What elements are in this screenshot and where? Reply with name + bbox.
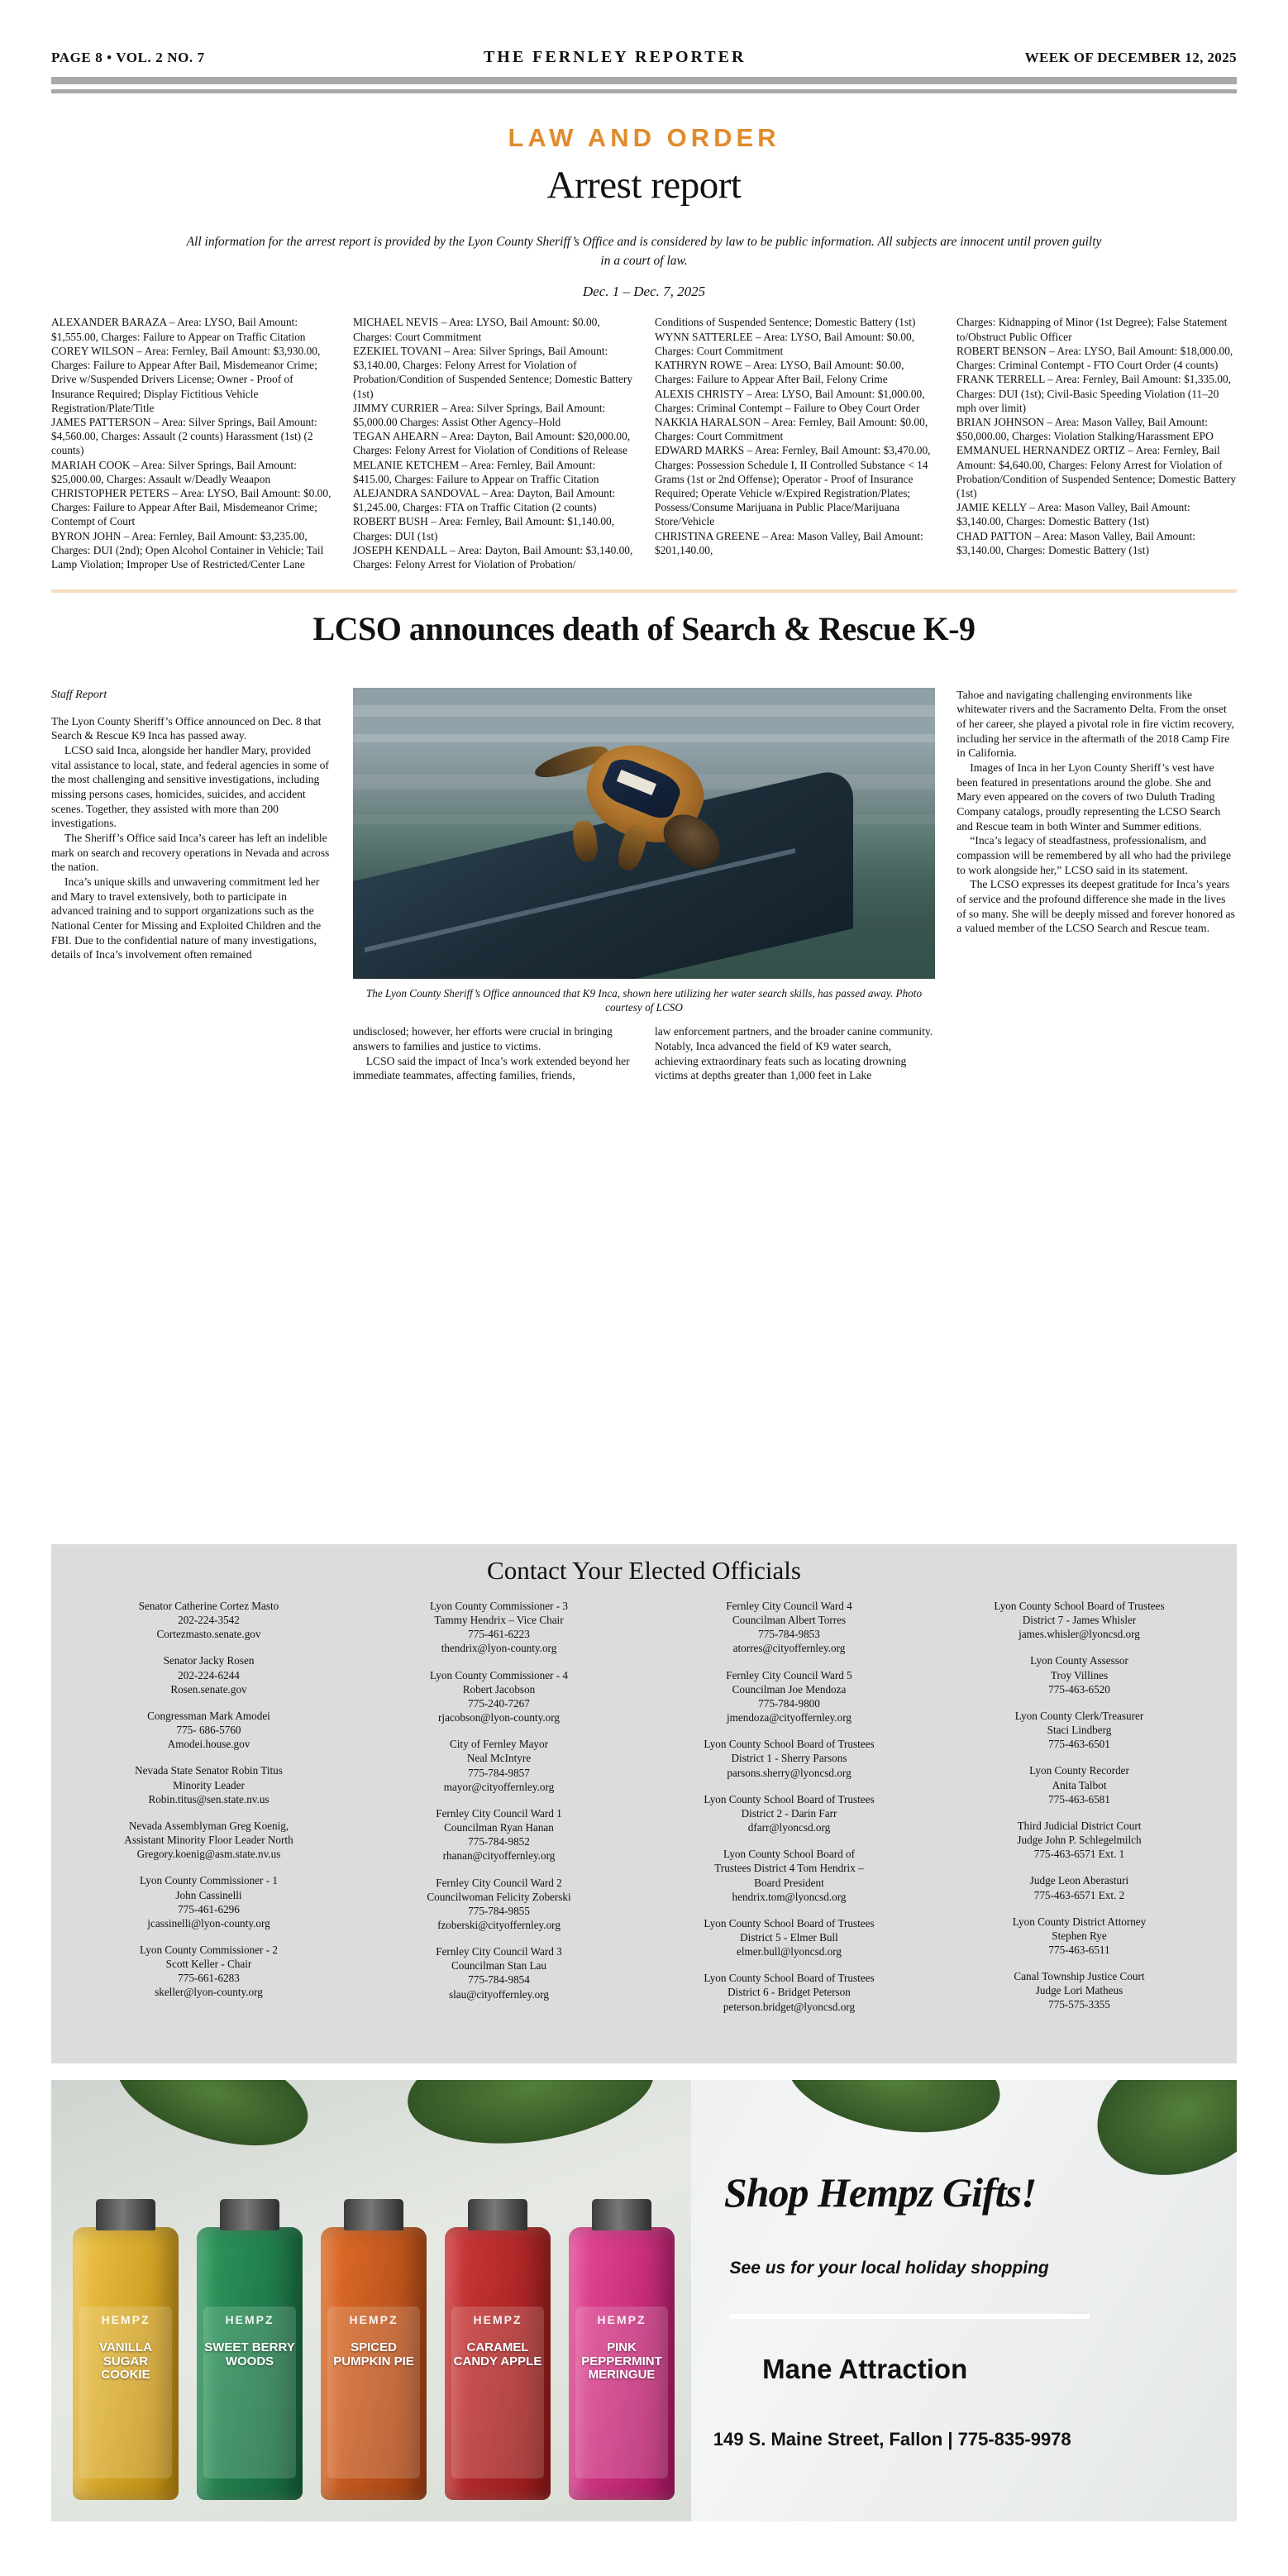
k9-story-paragraph: Tahoe and navigating challenging environments like whitewater rivers and the Sacramento Delta. From the onset of her career, she played a pivotal role in fire victim recovery, including her service in the aftermath of the 2018 Camp Fire in California. [956, 688, 1234, 760]
arrest-entry [51, 415, 332, 458]
official-contact-line[interactable]: Amodei.house.gov [167, 1738, 250, 1751]
k9-inca-photo [353, 688, 936, 979]
bottle-cap [468, 2199, 527, 2230]
bottle-label [79, 2306, 172, 2478]
arrest-entry-name: ALEJANDRA SANDOVAL [353, 487, 479, 500]
official-contact-block [69, 1943, 348, 2000]
official-contact-line: Lyon County Recorder [1029, 1764, 1129, 1777]
official-contact-block [69, 1709, 348, 1751]
bottle-cap [592, 2199, 651, 2230]
official-contact-line: Lyon County District Attorney [1012, 1915, 1147, 1928]
official-contact-line[interactable]: Cortezmasto.senate.gov [156, 1628, 261, 1641]
official-contact-line: City of Fernley Mayor [449, 1738, 549, 1751]
arrest-entry [51, 458, 332, 486]
official-contact-line[interactable]: 202-224-6244 [178, 1668, 240, 1682]
official-contact-line: Lyon County School Board of [723, 1848, 855, 1861]
official-contact-line[interactable]: 775-240-7267 [468, 1696, 530, 1710]
official-contact-line: Lyon County Commissioner - 3 [429, 1600, 569, 1612]
elected-officials-column-1 [69, 1599, 348, 2026]
official-contact-line: Lyon County School Board of Trustees [704, 1916, 875, 1930]
arrest-entry-detail: – Area: Fernley, Bail Amount: $3,930.00, Charges: Failure to Appear After Bail, Misdemeanor Crime; Drive w/Suspended Drivers License; Owner - Proof of Insurance Required; Display Fictitious Vehicle Registration/Plate/Title [51, 344, 321, 414]
k9-photo-block [353, 688, 936, 1084]
arrest-entry-name: FRANK TERRELL [956, 373, 1045, 386]
arrest-entry-detail: – Area: Mason Valley, Bail Amount: $50,000.00, Charges: Violation Stalking/Harassment EPO [956, 415, 1214, 443]
hempz-product-bottle [445, 2227, 551, 2500]
arrest-entry [353, 315, 633, 343]
official-contact-line: Lyon County School Board of Trustees [704, 1972, 875, 1985]
arrest-entry [353, 514, 633, 542]
official-contact-line: John Cassinelli [175, 1888, 242, 1901]
arrest-entry-detail: – Area: Fernley, Bail Amount: $1,140.00, Charges: DUI (1st) [353, 515, 615, 542]
arrest-entry-name: ROBERT BUSH [353, 515, 428, 528]
arrest-entry-name: MELANIE KETCHEM [353, 458, 460, 471]
arrest-entry-detail: – Area: Dayton, Bail Amount: $3,140.00, Charges: Felony Arrest for Violation of Probation/ [353, 543, 633, 571]
official-contact-line: Tammy Hendrix – Vice Chair [434, 1614, 564, 1627]
official-contact-line[interactable]: Rosen.senate.gov [170, 1682, 247, 1696]
arrest-entry-name: JOSEPH KENDALL [353, 543, 447, 556]
official-contact-line: Councilwoman Felicity Zoberski [427, 1890, 571, 1903]
elected-officials-column-2 [360, 1599, 638, 2026]
official-contact-line: Fernley City Council Ward 4 [726, 1600, 852, 1612]
k9-story-paragraph: LCSO said the impact of Inca’s work extended beyond her immediate teammates, affecting families, friends, [352, 1054, 630, 1082]
official-contact-block [940, 1653, 1219, 1696]
official-contact-line[interactable]: 775-784-9852 [468, 1835, 530, 1849]
arrest-entry-name: KATHRYN ROWE [655, 359, 743, 372]
arrest-entry-detail: – Area: LYSO, Bail Amount: $0.00, Charges: Court Commitment [655, 330, 915, 357]
official-contact-line[interactable]: skeller@lyon-county.org [155, 1986, 263, 1999]
arrest-entry-detail: – Area: Silver Springs, Bail Amount: $4,560.00, Charges: Assault (2 counts) Harassment (1st) (2 counts) [51, 415, 317, 457]
k9-story-column-2 [353, 1024, 633, 1083]
bottle-cap [344, 2199, 403, 2230]
official-contact-line: Judge Lori Matheus [1035, 1984, 1123, 1997]
arrest-entry-detail: – Area: Mason Valley, Bail Amount: $3,140.00, Charges: Domestic Battery (1st) [956, 501, 1190, 528]
official-contact-block [69, 1873, 348, 1930]
arrest-entry [655, 315, 935, 329]
arrest-entry [51, 486, 332, 529]
ad-divider [730, 2314, 1090, 2319]
official-contact-line: Trustees District 4 Tom Hendrix – [714, 1862, 864, 1875]
arrest-entry-name: JAMIE KELLY [956, 501, 1027, 514]
official-contact-line[interactable]: 775-461-6296 [178, 1902, 240, 1915]
arrest-entry-name: MARIAH COOK [51, 458, 131, 471]
k9-story-paragraph: LCSO said Inca, alongside her handler Mary, provided vital assistance to local, state, and federal agencies in some of the most challenging and sensitive investigations, including missing persons cases, homicides, suicides, and accident scenes. Together, they assisted with more than 200 investigations. [51, 744, 329, 830]
official-contact-block [360, 1737, 638, 1794]
arrest-entry [655, 358, 935, 386]
arrest-entry [353, 344, 633, 401]
official-contact-line[interactable]: 775-463-6501 [1048, 1738, 1110, 1751]
bottle-flavor-text: CARAMEL CANDY APPLE [453, 2340, 542, 2368]
official-contact-block [650, 1737, 928, 1779]
arrest-entry-detail: – Area: LYSO, Bail Amount: $18,000.00, Charges: Criminal Contempt - FTO Court Order (4 counts) [956, 344, 1233, 372]
arrest-entry-name: ALEXIS CHRISTY [655, 387, 744, 400]
official-contact-line[interactable]: thendrix@lyon-county.org [441, 1642, 557, 1655]
official-contact-block [69, 1819, 348, 1861]
official-contact-line[interactable]: 775-463-6581 [1048, 1792, 1110, 1806]
official-contact-line: Lyon County School Board of Trustees [994, 1600, 1165, 1612]
official-contact-line: District 2 - Darin Farr [741, 1806, 837, 1820]
ad-subhead: See us for your local holiday shopping [729, 2259, 1049, 2278]
official-contact-line: Lyon County Commissioner - 1 [139, 1874, 279, 1887]
arrest-report-headline: Arrest report [546, 164, 742, 207]
official-contact-line[interactable]: 775-463-6520 [1048, 1682, 1110, 1696]
official-contact-line[interactable]: 775-784-9854 [468, 1973, 530, 1987]
official-contact-line: Canal Township Justice Court [1014, 1970, 1145, 1983]
bottle-flavor-text: VANILLA SUGAR COOKIE [99, 2340, 152, 2382]
official-contact-line: Judge Leon Aberasturi [1029, 1874, 1129, 1887]
bottle-cap [220, 2199, 279, 2230]
official-contact-line: Staci Lindberg [1047, 1724, 1112, 1737]
ad-product-photo [51, 2080, 691, 2521]
arrest-report-column-1 [51, 315, 332, 571]
official-contact-line[interactable]: parsons.sherry@lyoncsd.org [727, 1766, 852, 1779]
official-contact-line[interactable]: slau@cityoffernley.org [448, 1987, 550, 2001]
arrest-entry-detail: Charges: Kidnapping of Minor (1st Degree); False Statement to/Obstruct Public Officer [956, 316, 1228, 343]
official-contact-line: Lyon County Commissioner - 2 [139, 1943, 279, 1956]
official-contact-line[interactable]: jmendoza@cityoffernley.org [726, 1711, 852, 1724]
official-contact-line[interactable]: dfarr@lyoncsd.org [747, 1821, 831, 1834]
official-contact-block [360, 1668, 638, 1725]
arrest-entry-name: MICHAEL NEVIS [353, 316, 439, 329]
arrest-entry-name: BYRON JOHN [51, 529, 122, 542]
official-contact-block [69, 1599, 348, 1641]
arrest-entry [655, 415, 935, 443]
official-contact-line: Lyon County School Board of Trustees [704, 1792, 875, 1806]
official-contact-line[interactable]: 775-784-9853 [758, 1628, 820, 1641]
elected-officials-column-3 [650, 1599, 928, 2026]
k9-story-headline: LCSO announces death of Search & Rescue K-9 [312, 610, 976, 648]
official-contact-line[interactable]: 202-224-3542 [178, 1614, 240, 1627]
bottle-label [327, 2306, 420, 2478]
hempz-product-bottle [321, 2227, 427, 2500]
section-kicker: LAW AND ORDER [508, 123, 780, 152]
arrest-entry [956, 500, 1237, 528]
arrest-entry [655, 443, 935, 528]
official-contact-line[interactable]: Gregory.koenig@asm.state.nv.us [136, 1848, 281, 1861]
official-contact-line: Robert Jacobson [462, 1682, 536, 1696]
arrest-entry [51, 344, 332, 415]
arrest-entry [655, 529, 935, 557]
official-contact-block [650, 1599, 928, 1656]
arrest-entry-detail: – Area: Fernley, Bail Amount: $3,235.00, Charges: DUI (2nd); Open Alcohol Container in Vehicle; Tail Lamp Violation; Improper Use of Restricted/Center Lane [51, 529, 324, 571]
arrest-entry [956, 372, 1237, 415]
bottle-flavor-text: PINK PEPPERMINT MERINGUE [581, 2340, 662, 2382]
arrest-entry-name: CHRISTOPHER PETERS [51, 487, 169, 500]
official-contact-line: Lyon County School Board of Trustees [704, 1738, 875, 1751]
arrest-entry-detail: – Area: LYSO, Bail Amount: $0.00, Charges: Failure to Appear After Bail, Misdemeanor Crime; Contempt of Court [51, 487, 332, 528]
k9-story-byline: Staff Report [51, 688, 107, 701]
official-contact-line[interactable]: jcassinelli@lyon-county.org [147, 1916, 270, 1930]
arrest-entry-name: JAMES PATTERSON [51, 415, 151, 428]
arrest-entry [956, 415, 1237, 443]
official-contact-line: Anita Talbot [1052, 1778, 1107, 1791]
bottle-brand-text: HEMPZ [597, 2313, 646, 2326]
arrest-entry [956, 443, 1237, 500]
arrest-entry [51, 315, 332, 343]
arrest-entry-name: ROBERT BENSON [956, 344, 1047, 357]
official-contact-line: Senator Jacky Rosen [163, 1654, 255, 1667]
official-contact-line[interactable]: hendrix.tom@lyoncsd.org [732, 1890, 847, 1903]
official-contact-line[interactable]: 775-575-3355 [1048, 1998, 1110, 2011]
arrest-entry-detail: – Area: Mason Valley, Bail Amount: $201,140.00, [655, 529, 923, 556]
arrest-entry-name: JIMMY CURRIER [353, 401, 440, 414]
official-contact-line: Nevada Assemblyman Greg Koenig, [128, 1819, 289, 1832]
k9-story-column-3 [655, 1024, 935, 1083]
official-contact-block [360, 1599, 638, 1656]
arrest-entry [353, 401, 633, 429]
folio-page-volume: PAGE 8 • VOL. 2 NO. 7 [51, 50, 205, 65]
arrest-entry-detail: – Area: Fernley, Bail Amount: $415.00, Charges: Failure to Appear on Traffic Citation [353, 458, 599, 485]
elected-officials-title: Contact Your Elected Officials [487, 1556, 801, 1585]
official-contact-line[interactable]: 775-784-9800 [758, 1696, 820, 1710]
arrest-report-date-range: Dec. 1 – Dec. 7, 2025 [582, 284, 706, 300]
arrest-entry [655, 387, 935, 415]
arrest-entry [956, 315, 1237, 343]
arrest-report-deck: All information for the arrest report is provided by the Lyon County Sheriff’s Office and is considered by law to be public information. All subjects are innocent until proven guilty in a court of law. [186, 235, 1102, 268]
official-contact-block [940, 1969, 1219, 2011]
official-contact-line[interactable]: 775-461-6223 [468, 1628, 530, 1641]
hempz-product-bottle [569, 2227, 675, 2500]
official-contact-line: Lyon County Assessor [1030, 1654, 1128, 1667]
arrest-entry-detail: Conditions of Suspended Sentence; Domestic Battery (1st) [655, 316, 916, 329]
official-contact-line: Assistant Minority Floor Leader North [124, 1834, 293, 1847]
elected-officials-columns [51, 1586, 1237, 2026]
bottle-flavor-text: SPICED PUMPKIN PIE [333, 2340, 414, 2368]
official-contact-line: Fernley City Council Ward 5 [726, 1668, 852, 1682]
official-contact-block [360, 1806, 638, 1863]
hempz-product-bottle [197, 2227, 303, 2500]
arrest-entry-name: NAKKIA HARALSON [655, 415, 761, 428]
official-contact-line: Stephen Rye [1052, 1929, 1107, 1942]
k9-story-paragraph: law enforcement partners, and the broader canine community. Notably, Inca advanced the field of K9 water search, achieving extraordinary feats such as locating drowning victims at depths greater than 1,000 feet in Lake [655, 1025, 933, 1082]
header-rule-thin [51, 89, 1237, 93]
official-contact-block [940, 1709, 1219, 1751]
arrest-entry-detail: – Area: Silver Springs, Bail Amount: $25,000.00, Charges: Assault w/Deadly Weaapon [51, 458, 297, 485]
official-contact-line: Fernley City Council Ward 3 [436, 1945, 562, 1958]
arrest-entry [353, 543, 633, 571]
arrest-entry [353, 458, 633, 486]
arrest-entry [655, 330, 935, 358]
k9-story-column-1 [51, 688, 332, 963]
official-contact-line: District 1 - Sherry Parsons [731, 1752, 847, 1765]
arrest-entry [51, 529, 332, 572]
arrest-entry-detail: – Area: LYSO, Bail Amount: $1,555.00, Charges: Failure to Appear on Traffic Citation [51, 316, 306, 343]
official-contact-line: Councilman Albert Torres [732, 1614, 847, 1627]
official-contact-line[interactable]: 775-661-6283 [178, 1972, 240, 1985]
official-contact-line[interactable]: elmer.bull@lyoncsd.org [737, 1945, 842, 1958]
arrest-entry-detail: – Area: LYSO, Bail Amount: $1,000.00, Charges: Criminal Contempt – Failure to Obey Court Order [655, 387, 925, 414]
arrest-entry [956, 529, 1237, 557]
official-contact-line: Troy Villines [1050, 1668, 1109, 1682]
k9-story-paragraph: The LCSO expresses its deepest gratitude for Inca’s years of service and the profound difference she made in the lives of so many. She will be deeply missed and forever honored as a valued member of the LCSO Search and Rescue team. [956, 878, 1235, 935]
arrest-entry-detail: – Area: Silver Springs, Bail Amount: $3,140.00, Charges: Felony Arrest for Violation of Probation/Condition of Suspended Sentence; Domestic Battery (1st) [353, 344, 633, 400]
official-contact-line: Board President [754, 1876, 824, 1889]
arrest-entry-detail: – Area: Dayton, Bail Amount: $1,245.00, Charges: FTA on Traffic Citation (2 counts) [353, 487, 616, 514]
arrest-entry-name: EMMANUEL HERNANDEZ ORTIZ [956, 444, 1125, 457]
official-contact-line[interactable]: atorres@cityoffernley.org [732, 1642, 846, 1655]
hempz-product-bottle [73, 2227, 179, 2500]
bottle-label [203, 2306, 296, 2478]
ad-business-name: Mane Attraction [762, 2354, 968, 2385]
bottle-cap [96, 2199, 155, 2230]
official-contact-line: Nevada State Senator Robin Titus [135, 1764, 283, 1777]
k9-story-paragraph: Inca’s unique skills and unwavering commitment led her and Mary to travel extensively, both to participate in advanced training and to support organizations such as the National Center for Missing and Exploited Children and the FBI. Due to the confidential nature of many investigations, details of Inca’s involvement often remained [51, 875, 322, 961]
elected-officials-column-4 [940, 1599, 1219, 2026]
k9-story-paragraph: The Lyon County Sheriff’s Office announced on Dec. 8 that Search & Rescue K9 Inca has passed away. [51, 714, 322, 742]
ad-headline: Shop Hempz Gifts! [723, 2168, 1037, 2216]
official-contact-block [650, 1916, 928, 1958]
official-contact-block [940, 1915, 1219, 1957]
arrest-entry-detail: – Area: Silver Springs, Bail Amount: $5,000.00 Charges: Assist Other Agency–Hold [353, 401, 606, 428]
arrest-entry-name: TEGAN AHEARN [353, 430, 439, 443]
arrest-entry [353, 486, 633, 514]
official-contact-line[interactable]: 775-784-9855 [468, 1904, 530, 1917]
arrest-entry-name: WYNN SATTERLEE [655, 330, 753, 343]
official-contact-block [360, 1944, 638, 2001]
bottle-brand-text: HEMPZ [473, 2313, 522, 2326]
arrest-entry [353, 429, 633, 457]
official-contact-line: Judge John P. Schlegelmilch [1017, 1834, 1142, 1847]
page-folio [0, 0, 1288, 67]
k9-story-paragraph: “Inca’s legacy of steadfastness, professionalism, and compassion will be remembered by all who had the privilege to work alongside her,” LCSO said in its statement. [956, 834, 1232, 876]
arrest-entry-detail: – Area: Fernley, Bail Amount: $0.00, Charges: Court Commitment [655, 415, 928, 443]
official-contact-block [360, 1876, 638, 1933]
official-contact-line: Councilman Ryan Hanan [444, 1821, 554, 1834]
official-contact-block [69, 1653, 348, 1696]
official-contact-block [650, 1668, 928, 1725]
bottle-flavor-text: SWEET BERRY WOODS [204, 2340, 295, 2368]
official-contact-line: Councilman Joe Mendoza [732, 1682, 847, 1696]
official-contact-line[interactable]: rhanan@cityoffernley.org [442, 1849, 556, 1863]
bottle-brand-text: HEMPZ [349, 2313, 398, 2326]
arrest-report-column-4 [956, 315, 1237, 557]
official-contact-line: Senator Catherine Cortez Masto [138, 1600, 279, 1612]
official-contact-block [650, 1847, 928, 1904]
official-contact-line: Fernley City Council Ward 2 [436, 1876, 562, 1889]
official-contact-line: District 5 - Elmer Bull [740, 1930, 838, 1944]
k9-story-paragraph: Images of Inca in her Lyon County Sheriff’s vest have been featured in presentations around the globe. She and Mary even appeared on the covers of two Duluth Trading Company catalogs, proudly representing the LCSO Search and Rescue team in both Winter and Summer editions. [956, 761, 1221, 832]
official-contact-line: Third Judicial District Court [1017, 1819, 1142, 1832]
story-divider-rule [51, 589, 1237, 593]
ad-address-phone: 149 S. Maine Street, Fallon | 775-835-9978 [713, 2428, 1071, 2450]
arrest-report-column-3 [655, 315, 935, 557]
official-contact-line: Lyon County Clerk/Treasurer [1014, 1709, 1144, 1722]
official-contact-line[interactable]: peterson.bridget@lyoncsd.org [723, 2000, 856, 2013]
official-contact-line: Congressman Mark Amodei [147, 1709, 270, 1722]
k9-story-column-4 [956, 688, 1237, 936]
arrest-entry-name: CHRISTINA GREENE [655, 529, 760, 542]
official-contact-line[interactable]: james.whisler@lyoncsd.org [1018, 1628, 1140, 1641]
folio-issue-date: WEEK OF DECEMBER 12, 2025 [1024, 50, 1237, 65]
official-contact-line[interactable]: rjacobson@lyon-county.org [438, 1711, 560, 1724]
official-contact-line: Fernley City Council Ward 1 [436, 1806, 562, 1820]
bottle-brand-text: HEMPZ [101, 2313, 150, 2326]
official-contact-line: Scott Keller - Chair [165, 1958, 252, 1971]
official-contact-line[interactable]: fzoberski@cityoffernley.org [437, 1918, 561, 1931]
official-contact-block [650, 1971, 928, 2013]
official-contact-line: Lyon County Commissioner - 4 [429, 1668, 569, 1682]
official-contact-block [940, 1819, 1219, 1861]
arrest-report-column-2 [353, 315, 633, 571]
k9-story-body [0, 676, 1288, 1084]
bottle-label [451, 2306, 544, 2478]
arrest-entry-name: CHAD PATTON [956, 529, 1033, 542]
official-contact-line: District 7 - James Whisler [1022, 1614, 1137, 1627]
bottle-brand-text: HEMPZ [225, 2313, 274, 2326]
official-contact-line[interactable]: 775-463-6511 [1048, 1943, 1110, 1956]
arrest-entry-detail: – Area: Fernley, Bail Amount: $4,640.00, Charges: Felony Arrest for Violation of Probation/Condition of Suspended Sentence; Domestic Battery (1st) [956, 444, 1237, 500]
official-contact-block [69, 1763, 348, 1806]
arrest-entry-name: ALEXANDER BARAZA [51, 316, 167, 329]
newspaper-masthead-title: THE FERNLEY REPORTER [483, 48, 747, 66]
official-contact-block [940, 1763, 1219, 1806]
arrest-entry-detail: – Area: Fernley, Bail Amount: $1,335.00, Charges: DUI (1st); Civil-Basic Speeding Violation (11–20 mph over limit) [956, 373, 1232, 414]
arrest-entry-name: EZEKIEL TOVANI [353, 344, 441, 357]
arrest-entry-name: COREY WILSON [51, 344, 135, 357]
k9-photo-caption: The Lyon County Sheriff’s Office announced that K9 Inca, shown here utilizing her water search skills, has passed away. Photo courtesy of LCSO [365, 986, 923, 1014]
official-contact-line[interactable]: 775-463-6571 Ext. 1 [1033, 1848, 1125, 1861]
arrest-entry-detail: – Area: LYSO, Bail Amount: $0.00, Charges: Failure to Appear After Bail, Felony Crime [655, 359, 904, 386]
official-contact-line: Minority Leader [173, 1778, 245, 1791]
official-contact-line: Councilman Stan Lau [451, 1959, 546, 1973]
header-rule-thick [51, 77, 1237, 84]
official-contact-line[interactable]: mayor@cityoffernley.org [443, 1780, 555, 1793]
k9-story-subcolumns [353, 1024, 936, 1083]
arrest-entry [956, 344, 1237, 372]
official-contact-block [650, 1792, 928, 1834]
official-contact-line[interactable]: 775-463-6571 Ext. 2 [1033, 1888, 1125, 1901]
hempz-advertisement[interactable] [51, 2080, 1237, 2521]
official-contact-block [940, 1873, 1219, 1901]
arrest-entry-detail: – Area: LYSO, Bail Amount: $0.00, Charges: Court Commitment [353, 316, 600, 343]
ad-text-block [691, 2080, 1237, 2521]
arrest-entry-name: EDWARD MARKS [655, 444, 745, 457]
arrest-entry-detail: – Area: Fernley, Bail Amount: $3,470.00, Charges: Possession Schedule I, II Controlled Substance < 14 Grams (1st or 2nd Offense); Operator - Proof of Insurance Required; Operate Vehicle w/Expired Registration/Plates; Possess/Consume Marijuana in Public Place/Marijuana Store/Vehicle [655, 444, 931, 528]
arrest-entry-name: BRIAN JOHNSON [956, 415, 1045, 428]
arrest-entry-detail: – Area: Dayton, Bail Amount: $20,000.00, Charges: Felony Arrest for Violation of Conditions of Release [353, 430, 631, 457]
official-contact-line: District 6 - Bridget Peterson [727, 1986, 851, 1999]
k9-story-paragraph: The Sheriff’s Office said Inca’s career has left an indelible mark on search and recovery operations in Nevada and across the nation. [51, 832, 330, 874]
official-contact-line[interactable]: 775- 686-5760 [176, 1724, 241, 1737]
official-contact-line: Neal McIntyre [466, 1752, 532, 1765]
arrest-report-columns [0, 300, 1288, 571]
arrest-entry-detail: – Area: Mason Valley, Bail Amount: $3,140.00, Charges: Domestic Battery (1st) [956, 529, 1196, 556]
k9-story-paragraph: undisclosed; however, her efforts were crucial in bringing answers to families and justice to victims. [352, 1025, 613, 1053]
bottle-label [575, 2306, 668, 2478]
official-contact-line[interactable]: 775-784-9857 [468, 1766, 530, 1779]
official-contact-block [940, 1599, 1219, 1641]
elected-officials-panel [51, 1544, 1237, 2063]
official-contact-line[interactable]: Robin.titus@sen.state.nv.us [148, 1792, 270, 1806]
